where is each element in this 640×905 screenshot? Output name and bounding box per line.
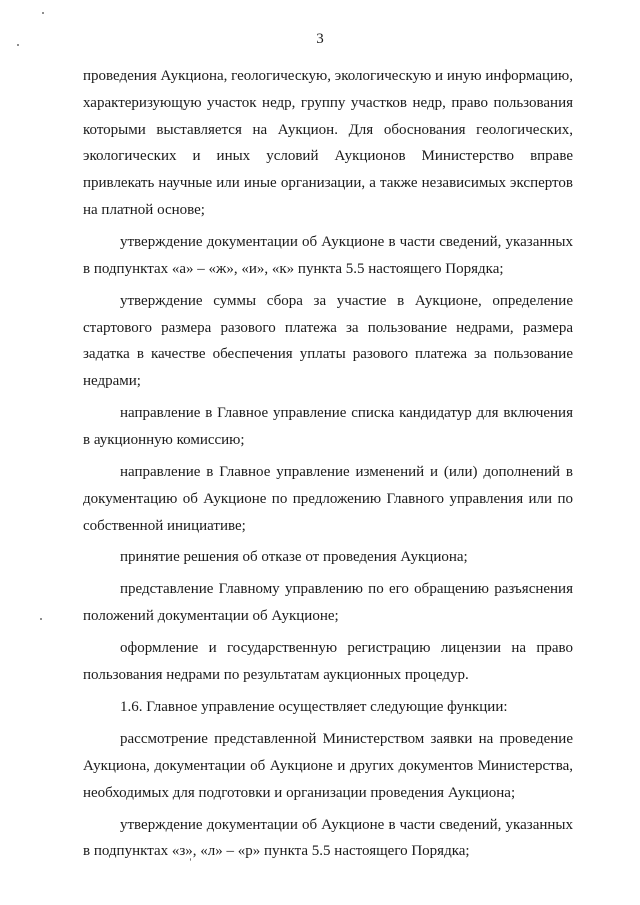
paragraph: направление в Главное управление изменений и (или) дополнений в документацию об Аукционе по предложению Главного управления или по собственной инициативе; — [83, 463, 573, 534]
scan-speck — [40, 618, 42, 620]
paragraph: оформление и государственную регистрацию лицензии на право пользования недрами по результатам аукционных процедур. — [83, 640, 573, 684]
paragraph: рассмотрение представленной Министерством заявки на проведение Аукциона, документации об Аукционе и других документов Министерства, необходимых для подготовки и организации проведения Аукциона; — [83, 731, 573, 801]
paragraph: принятие решения об отказе от проведения Аукциона; — [120, 549, 468, 566]
scan-speck — [42, 12, 44, 14]
paragraph: утверждение документации об Аукционе в части сведений, указанных в подпунктах «а» – «ж», «и», «к» пункта 5.5 настоящего Порядка; — [83, 233, 573, 277]
paragraph: утверждение документации об Аукционе в части сведений, указанных в подпунктах «з», «л» – «р» пункта 5.5 настоящего Порядка; — [83, 816, 573, 860]
section-heading: 1.6. Главное управление осуществляет следующие функции: — [120, 699, 508, 716]
document-body — [83, 63, 573, 865]
paragraph: представление Главному управлению по его обращению разъяснения положений документации об Аукционе; — [83, 581, 573, 625]
paragraph: направление в Главное управление списка кандидатур для включения в аукционную комиссию; — [83, 405, 573, 448]
paragraph: проведения Аукциона, геологическую, экологическую и иную информацию, характеризующую участок недр, группу участков недр, право пользования которыми выставляется на Аукцион. Для обоснования геологических, экологических и иных условий Аукционов Министерство вправе привлекать научные или иные организации, а также независимых экспертов на платной основе; — [83, 68, 573, 218]
page-number: 3 — [316, 31, 324, 47]
paragraph: утверждение суммы сбора за участие в Аукционе, определение стартового размера разового платежа за пользование недрами, размера задатка в качестве обеспечения уплаты разового платежа за пользование недрами; — [83, 292, 573, 390]
